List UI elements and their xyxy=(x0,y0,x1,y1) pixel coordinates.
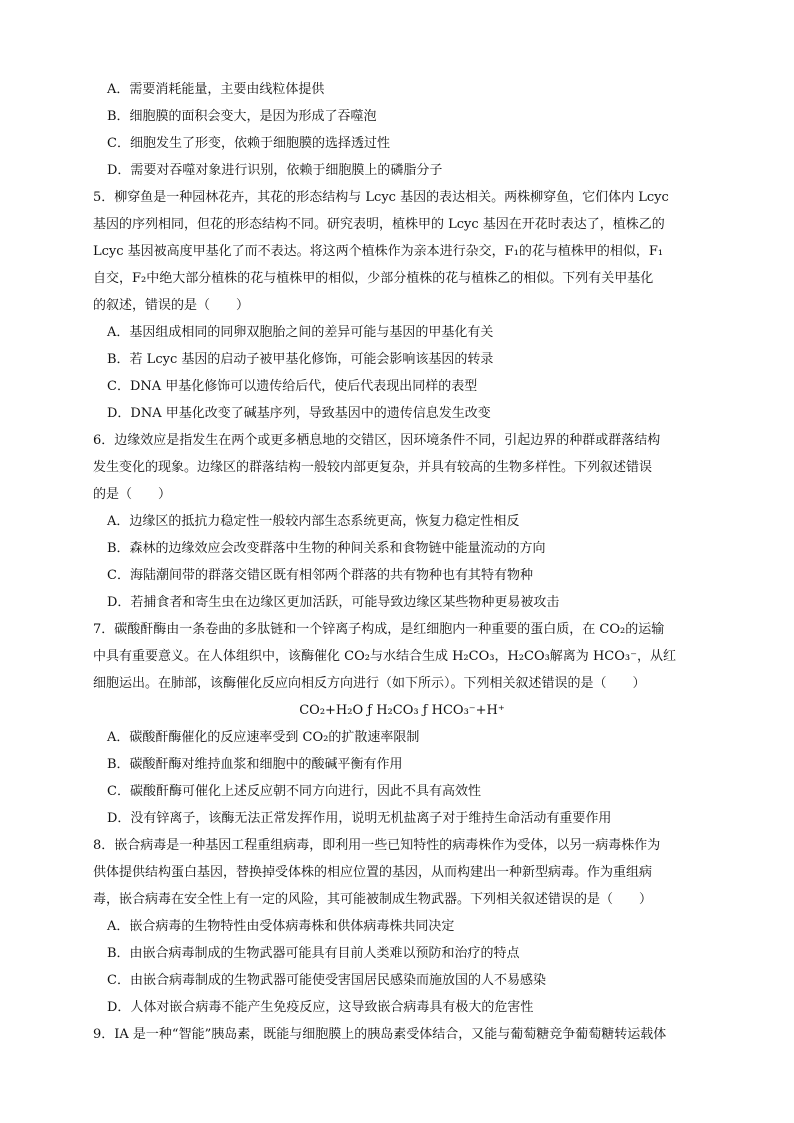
exam-page xyxy=(93,76,711,1048)
q7-option-d: D．没有锌离子，该酶无法正常发挥作用，说明无机盐离子对于维持生命活动有重要作用 xyxy=(107,811,612,826)
q7-option-b: B．碳酸酐酶对维持血浆和细胞中的酸碱平衡有作用 xyxy=(107,757,403,772)
q6-option-b: B．森林的边缘效应会改变群落中生物的种间关系和食物链中能量流动的方向 xyxy=(107,541,546,556)
question-4-options xyxy=(93,76,711,184)
q9-stem-line: 9．IA 是一种“智能”胰岛素，既能与细胞膜上的胰岛素受体结合，又能与葡萄糖竞争葡萄糖转运载体 xyxy=(93,1027,667,1042)
q8-option-b: B．由嵌合病毒制成的生物武器可能具有目前人类难以预防和治疗的特点 xyxy=(107,946,520,961)
question-9 xyxy=(93,1021,711,1048)
q6-stem-line: 6．边缘效应是指发生在两个或更多栖息地的交错区，因环境条件不同，引起边界的种群或群落结构 xyxy=(93,433,661,448)
q5-stem-line: 自交，F₂中绝大部分植株的花与植株甲的相似，少部分植株的花与植株乙的相似。下列有关甲基化 xyxy=(93,271,654,286)
q8-option-c: C．由嵌合病毒制成的生物武器可能使受害国居民感染而施放国的人不易感染 xyxy=(107,973,546,988)
q7-equation: CO₂+H₂O ƒ H₂CO₃ ƒ HCO₃⁻+H⁺ xyxy=(299,703,505,718)
q6-option-a: A．边缘区的抵抗力稳定性一般较内部生态系统更高，恢复力稳定性相反 xyxy=(107,514,520,529)
q7-option-a: A．碳酸酐酶催化的反应速率受到 CO₂的扩散速率限制 xyxy=(107,730,420,745)
q5-option-a: A．基因组成相同的同卵双胞胎之间的差异可能与基因的甲基化有关 xyxy=(107,325,494,340)
q5-stem-line: 基因的序列相同，但花的形态结构不同。研究表明，植株甲的 Lcyc 基因在开花时表达了，植株乙的 xyxy=(93,217,665,232)
q6-stem-line: 的是（ ） xyxy=(93,487,172,502)
q6-stem-line: 发生变化的现象。边缘区的群落结构一般较内部更复杂，并具有较高的生物多样性。下列叙述错误 xyxy=(93,460,653,475)
q5-option-d: D．DNA 甲基化改变了碱基序列，导致基因中的遗传信息发生改变 xyxy=(107,406,491,421)
question-7 xyxy=(93,616,711,832)
q4-option-b: B．细胞膜的面积会变大，是因为形成了吞噬泡 xyxy=(107,109,377,124)
q7-stem-line: 7．碳酸酐酶由一条卷曲的多肽链和一个锌离子构成，是红细胞内一种重要的蛋白质，在 CO₂的运输 xyxy=(93,622,665,637)
q5-stem-line: Lcyc 基因被高度甲基化了而不表达。将这两个植株作为亲本进行杂交，F₁的花与植株甲的相似，F₁ xyxy=(93,244,664,259)
q7-stem-line: 中具有重要意义。在人体组织中，该酶催化 CO₂与水结合生成 H₂CO₃，H₂CO₃解离为 HCO₃⁻，从红 xyxy=(93,649,676,664)
question-8 xyxy=(93,832,711,1021)
question-5 xyxy=(93,184,711,427)
q8-option-a: A．嵌合病毒的生物特性由受体病毒株和供体病毒株共同决定 xyxy=(107,919,455,934)
q5-stem-line: 5．柳穿鱼是一种园林花卉，其花的形态结构与 Lcyc 基因的表达相关。两株柳穿鱼，它们体内 Lcyc xyxy=(93,190,669,205)
q7-stem-line: 细胞运出。在肺部，该酶催化反应向相反方向进行（如下所示）。下列相关叙述错误的是（ ） xyxy=(93,676,646,691)
q4-option-d: D．需要对吞噬对象进行识别，依赖于细胞膜上的磷脂分子 xyxy=(107,163,443,178)
q8-stem-line: 毒，嵌合病毒在安全性上有一定的风险，其可能被制成生物武器。下列相关叙述错误的是（ ） xyxy=(93,892,653,907)
q8-option-d: D．人体对嵌合病毒不能产生免疫反应，这导致嵌合病毒具有极大的危害性 xyxy=(107,1000,534,1015)
question-6 xyxy=(93,427,711,616)
q5-option-b: B．若 Lcyc 基因的启动子被甲基化修饰，可能会影响该基因的转录 xyxy=(107,352,494,367)
q8-stem-line: 8．嵌合病毒是一种基因工程重组病毒，即利用一些已知特性的病毒株作为受体，以另一病毒株作为 xyxy=(93,838,661,853)
q5-option-c: C．DNA 甲基化修饰可以遗传给后代，使后代表现出同样的表型 xyxy=(107,379,478,394)
q8-stem-line: 供体提供结构蛋白基因，替换掉受体株的相应位置的基因，从而构建出一种新型病毒。作为重组病 xyxy=(93,865,653,880)
q6-option-c: C．海陆潮间带的群落交错区既有相邻两个群落的共有物种也有其特有物种 xyxy=(107,568,533,583)
q7-option-c: C．碳酸酐酶可催化上述反应朝不同方向进行，因此不具有高效性 xyxy=(107,784,481,799)
q5-stem-line: 的叙述，错误的是（ ） xyxy=(93,298,250,313)
q4-option-a: A．需要消耗能量，主要由线粒体提供 xyxy=(107,82,325,97)
q4-option-c: C．细胞发生了形变，依赖于细胞膜的选择透过性 xyxy=(107,136,390,151)
q6-option-d: D．若捕食者和寄生虫在边缘区更加活跃，可能导致边缘区某些物种更易被攻击 xyxy=(107,595,560,610)
